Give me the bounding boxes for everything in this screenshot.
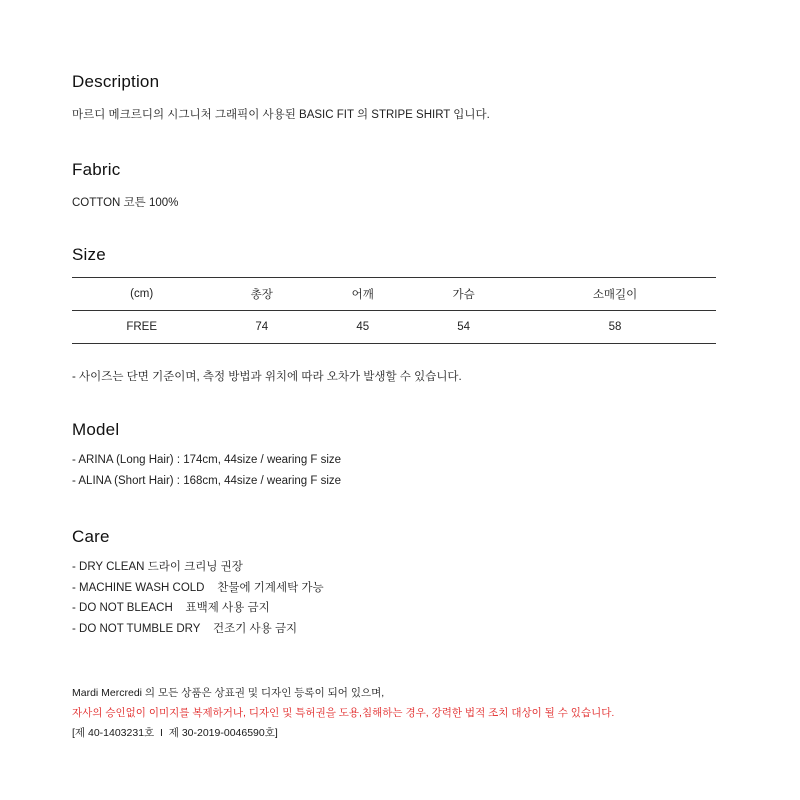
model-heading: Model [72, 420, 120, 439]
list-item: - DO NOT BLEACH 표백제 사용 금지 [72, 602, 270, 614]
size-table-header-cm: (cm) [130, 288, 154, 300]
size-heading: Size [72, 245, 106, 264]
list-item: - MACHINE WASH COLD 찬물에 기계세탁 가능 [72, 581, 324, 594]
list-item: - DRY CLEAN 드라이 크리닝 권장 [72, 561, 243, 573]
size-note: - 사이즈는 단면 기준이며, 측정 방법과 위치에 따라 오차가 발생할 수 있습니다. [72, 371, 462, 383]
description-text: 마르디 메크르디의 시그니처 그래픽이 사용된 BASIC FIT 의 STRIPE SHIRT 입니다. [72, 109, 490, 121]
notice-registration-numbers: [제 40-1403231호 I 제 30-2019-0046590호] [72, 726, 278, 739]
care-list [72, 557, 324, 639]
notice-line-1: Mardi Mercredi 의 모든 상품은 상표권 및 디자인 등록이 되어 있으며, [72, 686, 385, 699]
size-table-cell-shoulder: 45 [356, 321, 370, 333]
size-table-cell-sleeve: 58 [608, 321, 622, 333]
fabric-text: COTTON 코튼 100% [72, 197, 179, 209]
fabric-heading: Fabric [72, 160, 121, 179]
list-item: - ARINA (Long Hair) : 174cm, 44size / wearing F size [72, 454, 342, 466]
list-item: - ALINA (Short Hair) : 168cm, 44size / wearing F size [72, 474, 342, 487]
size-table-cell-size: FREE [126, 321, 157, 333]
size-table-cell-length: 74 [255, 321, 269, 333]
care-heading: Care [72, 527, 110, 546]
table-row [72, 311, 716, 344]
size-table-header-chest: 가슴 [452, 289, 475, 301]
size-table-cell-chest: 54 [457, 321, 471, 333]
model-list [72, 450, 341, 491]
size-table-header-row [72, 278, 716, 311]
size-table-header-shoulder: 어깨 [351, 289, 374, 301]
list-item: - DO NOT TUMBLE DRY 건조기 사용 금지 [72, 622, 298, 635]
size-table-header-length: 총장 [250, 289, 273, 301]
size-table-header-sleeve: 소매길이 [592, 289, 638, 301]
size-table [72, 277, 716, 344]
notice-warning: 자사의 승인없이 이미지를 복제하거나, 디자인 및 특허권을 도용,침해하는 경우, 강력한 법적 조치 대상이 될 수 있습니다. [72, 706, 615, 719]
description-heading: Description [72, 72, 160, 91]
